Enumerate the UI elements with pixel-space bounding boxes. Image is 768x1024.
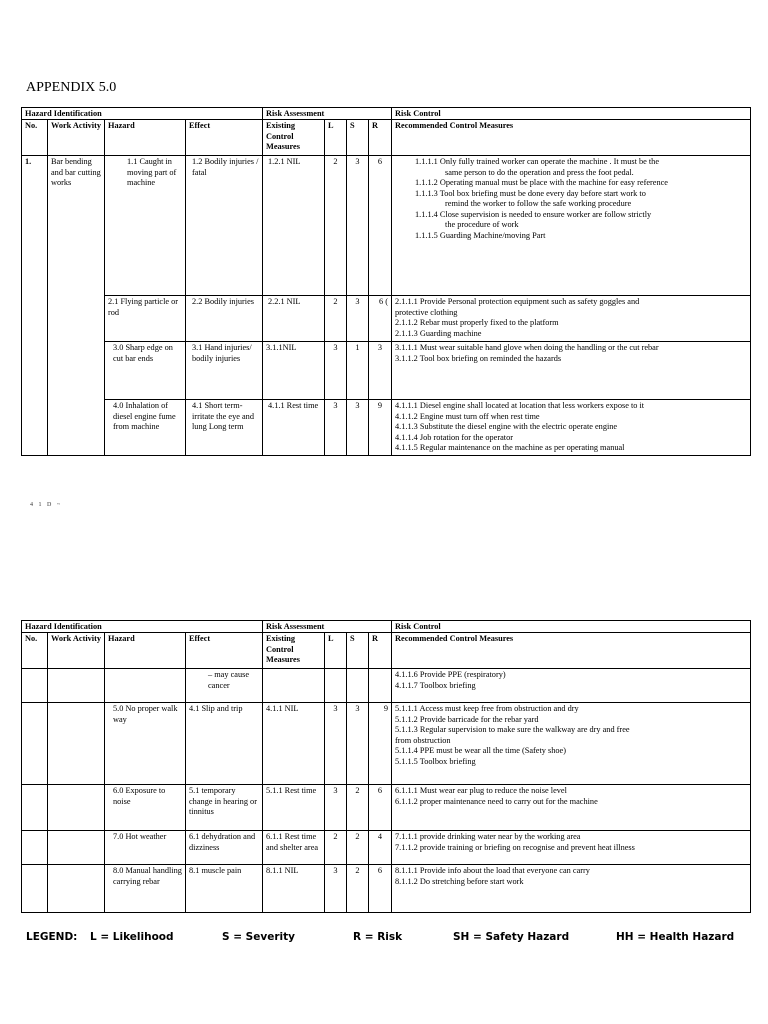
page-title: APPENDIX 5.0 (26, 80, 117, 95)
s-cell: 3 (347, 703, 369, 785)
legend-severity: S = Severity (222, 931, 295, 943)
effect-cell: 6.1 dehydration and dizziness (186, 831, 263, 865)
hazard-cell: 3.0 Sharp edge on cut bar ends (105, 342, 186, 400)
effect-cell: – may cause cancer (186, 669, 263, 703)
risk-table-2 (21, 620, 751, 913)
legend-safety-hazard: SH = Safety Hazard (453, 931, 570, 943)
s-cell: 1 (347, 342, 369, 400)
effect-cell: 4.1 Short term- irritate the eye and lung Long term (186, 400, 263, 456)
s-cell (347, 669, 369, 703)
table-row (22, 342, 751, 400)
legend-risk: R = Risk (353, 931, 403, 943)
measures-cell: 5.1.1.1 Access must keep free from obstruction and dry 5.1.1.2 Provide barricade for the rebar yard 5.1.1.3 Regular supervision to make sure the walkway are dry and free from obstruction 5.1.1.4 PPE must be wear all the time (Safety shoe) 5.1.1.5 Toolbox briefing (392, 703, 751, 785)
legend-label: LEGEND: (26, 931, 78, 943)
effect-cell: 4.1 Slip and trip (186, 703, 263, 785)
col-r: R (369, 120, 392, 156)
hazard-cell: 8.0 Manual handling carrying rebar (105, 865, 186, 913)
table-row (22, 400, 751, 456)
s-cell: 3 (347, 400, 369, 456)
table-row (22, 669, 751, 703)
risk-assessment-header: Risk Assessment (263, 621, 392, 633)
measures-cell: 3.1.1.1 Must wear suitable hand glove when doing the handling or the cut rebar 3.1.1.2 Tool box briefing on reminded the hazards (392, 342, 751, 400)
effect-cell: 5.1 temporary change in hearing or tinnitus (186, 785, 263, 831)
existing-cell: 8.1.1 NIL (263, 865, 325, 913)
hazard-cell: 5.0 No proper walk way (105, 703, 186, 785)
table-row (22, 156, 751, 296)
l-cell: 3 (325, 865, 347, 913)
col-s: S (347, 633, 369, 669)
effect-cell: 1.2 Bodily injuries / fatal (186, 156, 263, 296)
existing-cell: 2.2.1 NIL (263, 296, 325, 342)
legend-health-hazard: HH = Health Hazard (616, 931, 735, 943)
row-number: 1. (22, 156, 48, 456)
s-cell: 2 (347, 785, 369, 831)
hazard-cell: 4.0 Inhalation of diesel engine fume from machine (105, 400, 186, 456)
measures-cell: 8.1.1.1 Provide info about the load that everyone can carry 8.1.1.2 Do stretching before start work (392, 865, 751, 913)
l-cell: 3 (325, 785, 347, 831)
r-cell: 3 (369, 342, 392, 400)
r-cell: 6 (369, 865, 392, 913)
effect-cell: 8.1 muscle pain (186, 865, 263, 913)
l-cell (325, 669, 347, 703)
existing-cell: 4.1.1 NIL (263, 703, 325, 785)
col-work-activity: Work Activity (48, 120, 105, 156)
existing-cell: 5.1.1 Rest time (263, 785, 325, 831)
r-cell (369, 669, 392, 703)
hazard-cell (105, 669, 186, 703)
col-r: R (369, 633, 392, 669)
existing-cell: 1.2.1 NIL (263, 156, 325, 296)
col-effect: Effect (186, 120, 263, 156)
hazard-cell: 7.0 Hot weather (105, 831, 186, 865)
s-cell: 2 (347, 831, 369, 865)
measures-cell: 6.1.1.1 Must wear ear plug to reduce the noise level 6.1.1.2 proper maintenance need to carry out for the machine (392, 785, 751, 831)
effect-cell: 3.1 Hand injuries/ bodily injuries (186, 342, 263, 400)
table-row (22, 785, 751, 831)
existing-cell: 4.1.1 Rest time (263, 400, 325, 456)
s-cell: 2 (347, 865, 369, 913)
hazard-cell: 1.1 Caught in moving part of machine (105, 156, 186, 296)
measures-cell: 4.1.1.1 Diesel engine shall located at location that less workers expose to it 4.1.1.2 Engine must turn off when rest time 4.1.1.3 Substitute the diesel engine with the electric operate engine 4.1.1.4 Job rotation for the operator 4.1.1.5 Regular maintenance on the machine as per operating manual (392, 400, 751, 456)
risk-control-header: Risk Control (392, 621, 751, 633)
risk-table-1 (21, 107, 751, 456)
work-activity: Bar bending and bar cutting works (48, 156, 105, 456)
hazard-identification-header: Hazard Identification (22, 108, 263, 120)
col-effect: Effect (186, 633, 263, 669)
r-cell: 4 (369, 831, 392, 865)
table-row (22, 865, 751, 913)
r-cell: 6 (369, 785, 392, 831)
l-cell: 3 (325, 400, 347, 456)
table-row (22, 703, 751, 785)
col-hazard: Hazard (105, 633, 186, 669)
measures-cell: 7.1.1.1 provide drinking water near by the working area 7.1.1.2 provide training or briefing on recognise and prevent heat illness (392, 831, 751, 865)
r-cell: 9 (369, 703, 392, 785)
col-no: No. (22, 120, 48, 156)
hazard-cell: 6.0 Exposure to noise (105, 785, 186, 831)
l-cell: 3 (325, 703, 347, 785)
l-cell: 2 (325, 296, 347, 342)
l-cell: 2 (325, 831, 347, 865)
effect-cell: 2.2 Bodily injuries (186, 296, 263, 342)
s-cell: 3 (347, 296, 369, 342)
risk-assessment-header: Risk Assessment (263, 108, 392, 120)
legend-likelihood: L = Likelihood (90, 931, 174, 943)
col-work-activity: Work Activity (48, 633, 105, 669)
r-cell: 6 ( (369, 296, 392, 342)
l-cell: 2 (325, 156, 347, 296)
stray-text: 4 1 D ~ (30, 502, 63, 508)
r-cell: 9 (369, 400, 392, 456)
existing-cell: 6.1.1 Rest time and shelter area (263, 831, 325, 865)
measures-cell: 1.1.1.1 Only fully trained worker can operate the machine . It must be the same person to do the operation and press the foot pedal. 1.1.1.2 Operating manual must be place with the machine for easy reference 1.1.1.3 Tool box briefing must be done every day before start work to remind the worker to follow the safe working procedure 1.1.1.4 Close supervision is needed to ensure worker are follow strictly the procedure of work 1.1.1.5 Guarding Machine/moving Part (392, 156, 751, 296)
col-recommended: Recommended Control Measures (392, 633, 751, 669)
col-l: L (325, 120, 347, 156)
col-s: S (347, 120, 369, 156)
hazard-cell: 2.1 Flying particle or rod (105, 296, 186, 342)
r-cell: 6 (369, 156, 392, 296)
hazard-identification-header: Hazard Identification (22, 621, 263, 633)
measures-cell: 4.1.1.6 Provide PPE (respiratory) 4.1.1.7 Toolbox briefing (392, 669, 751, 703)
col-existing: Existing Control Measures (263, 633, 325, 669)
col-hazard: Hazard (105, 120, 186, 156)
measures-cell: 2.1.1.1 Provide Personal protection equipment such as safety goggles and protective clothing 2.1.1.2 Rebar must properly fixed to the platform 2.1.1.3 Guarding machine (392, 296, 751, 342)
col-l: L (325, 633, 347, 669)
table-row (22, 296, 751, 342)
col-recommended: Recommended Control Measures (392, 120, 751, 156)
existing-cell: 3.1.1NIL (263, 342, 325, 400)
risk-control-header: Risk Control (392, 108, 751, 120)
col-no: No. (22, 633, 48, 669)
existing-cell (263, 669, 325, 703)
table-row (22, 831, 751, 865)
l-cell: 3 (325, 342, 347, 400)
s-cell: 3 (347, 156, 369, 296)
col-existing: Existing Control Measures (263, 120, 325, 156)
